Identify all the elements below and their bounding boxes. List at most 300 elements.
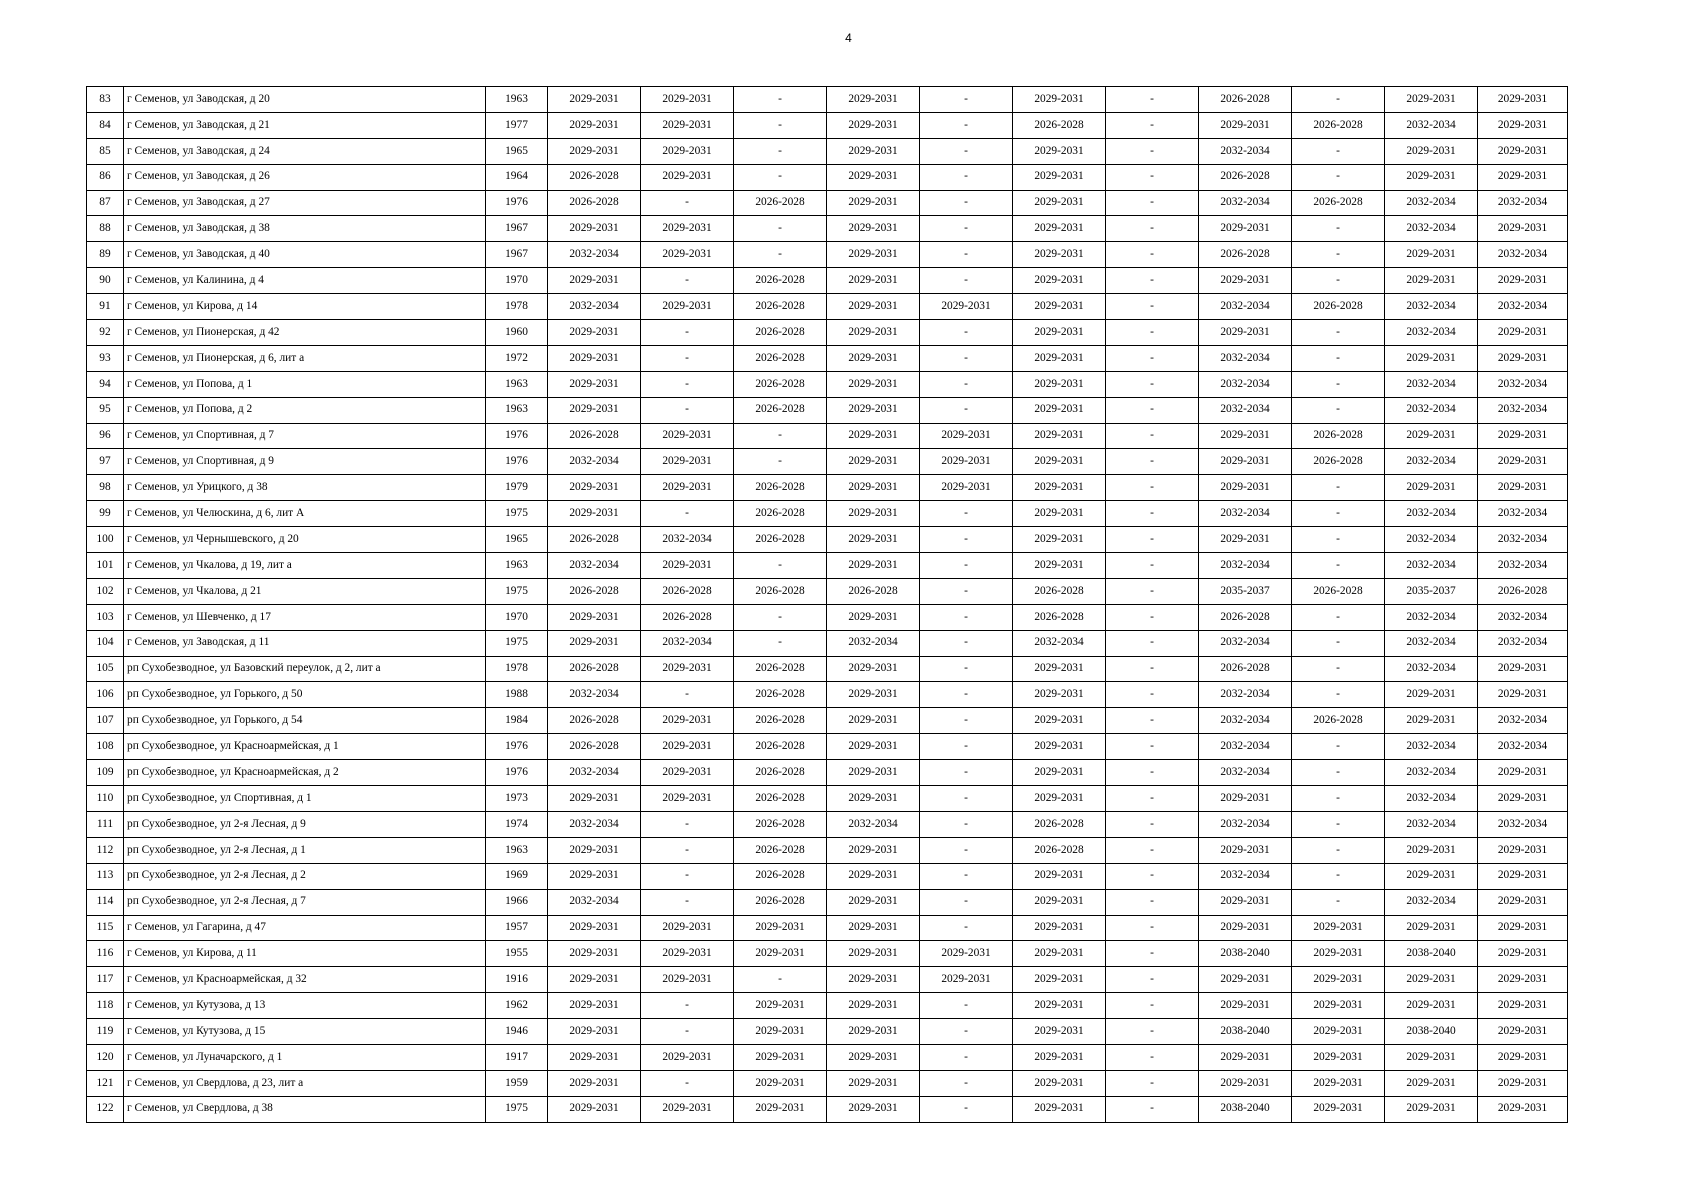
- period-cell-6: 2029-2031: [1013, 268, 1106, 294]
- row-number-cell: 89: [87, 242, 124, 268]
- address-cell: г Семенов, ул Кирова, д 11: [124, 941, 486, 967]
- year-cell: 1965: [486, 138, 548, 164]
- period-cell-8: 2032-2034: [1199, 553, 1292, 579]
- period-cell-11: 2029-2031: [1478, 1044, 1568, 1070]
- period-cell-5: 2029-2031: [920, 294, 1013, 320]
- period-cell-6: 2029-2031: [1013, 1070, 1106, 1096]
- period-cell-5: -: [920, 1019, 1013, 1045]
- period-cell-10: 2032-2034: [1385, 294, 1478, 320]
- period-cell-5: -: [920, 1070, 1013, 1096]
- address-cell: г Семенов, ул Попова, д 2: [124, 397, 486, 423]
- period-cell-1: 2032-2034: [548, 553, 641, 579]
- period-cell-8: 2029-2031: [1199, 1044, 1292, 1070]
- row-number-cell: 85: [87, 138, 124, 164]
- period-cell-8: 2029-2031: [1199, 320, 1292, 346]
- table-row: [87, 604, 1568, 630]
- period-cell-6: 2029-2031: [1013, 786, 1106, 812]
- period-cell-2: -: [641, 371, 734, 397]
- period-cell-3: 2029-2031: [734, 1096, 827, 1122]
- period-cell-4: 2029-2031: [827, 216, 920, 242]
- period-cell-7: -: [1106, 87, 1199, 113]
- period-cell-3: -: [734, 604, 827, 630]
- period-cell-3: 2029-2031: [734, 1019, 827, 1045]
- period-cell-11: 2029-2031: [1478, 345, 1568, 371]
- period-cell-9: -: [1292, 889, 1385, 915]
- row-number-cell: 95: [87, 397, 124, 423]
- period-cell-1: 2026-2028: [548, 708, 641, 734]
- period-cell-6: 2029-2031: [1013, 320, 1106, 346]
- period-cell-2: 2029-2031: [641, 242, 734, 268]
- period-cell-8: 2029-2031: [1199, 449, 1292, 475]
- period-cell-2: -: [641, 837, 734, 863]
- row-number-cell: 108: [87, 734, 124, 760]
- period-cell-5: -: [920, 138, 1013, 164]
- period-cell-4: 2029-2031: [827, 397, 920, 423]
- period-cell-9: 2026-2028: [1292, 708, 1385, 734]
- period-cell-5: -: [920, 242, 1013, 268]
- table-row: [87, 87, 1568, 113]
- period-cell-8: 2026-2028: [1199, 656, 1292, 682]
- period-cell-6: 2029-2031: [1013, 1096, 1106, 1122]
- period-cell-9: -: [1292, 527, 1385, 553]
- table-row: [87, 811, 1568, 837]
- period-cell-8: 2029-2031: [1199, 837, 1292, 863]
- period-cell-10: 2032-2034: [1385, 889, 1478, 915]
- period-cell-2: 2029-2031: [641, 915, 734, 941]
- period-cell-3: 2026-2028: [734, 734, 827, 760]
- period-cell-4: 2029-2031: [827, 371, 920, 397]
- period-cell-1: 2029-2031: [548, 87, 641, 113]
- period-cell-3: -: [734, 967, 827, 993]
- period-cell-11: 2032-2034: [1478, 708, 1568, 734]
- period-cell-6: 2026-2028: [1013, 604, 1106, 630]
- period-cell-5: 2029-2031: [920, 423, 1013, 449]
- period-cell-8: 2032-2034: [1199, 630, 1292, 656]
- address-cell: г Семенов, ул Чернышевского, д 20: [124, 527, 486, 553]
- period-cell-11: 2029-2031: [1478, 656, 1568, 682]
- period-cell-10: 2029-2031: [1385, 837, 1478, 863]
- year-cell: 1978: [486, 656, 548, 682]
- period-cell-10: 2032-2034: [1385, 397, 1478, 423]
- period-cell-6: 2029-2031: [1013, 967, 1106, 993]
- period-cell-9: -: [1292, 87, 1385, 113]
- period-cell-5: -: [920, 397, 1013, 423]
- period-cell-6: 2029-2031: [1013, 475, 1106, 501]
- period-cell-2: -: [641, 397, 734, 423]
- period-cell-4: 2029-2031: [827, 112, 920, 138]
- period-cell-9: -: [1292, 320, 1385, 346]
- period-cell-2: 2029-2031: [641, 967, 734, 993]
- period-cell-1: 2026-2028: [548, 578, 641, 604]
- period-cell-6: 2029-2031: [1013, 242, 1106, 268]
- table-row: [87, 501, 1568, 527]
- period-cell-1: 2029-2031: [548, 1044, 641, 1070]
- period-cell-9: 2029-2031: [1292, 1070, 1385, 1096]
- period-cell-11: 2029-2031: [1478, 682, 1568, 708]
- period-cell-8: 2026-2028: [1199, 164, 1292, 190]
- table-row: [87, 1019, 1568, 1045]
- period-cell-5: -: [920, 811, 1013, 837]
- year-cell: 1975: [486, 501, 548, 527]
- period-cell-4: 2029-2031: [827, 604, 920, 630]
- year-cell: 1975: [486, 578, 548, 604]
- period-cell-2: -: [641, 345, 734, 371]
- row-number-cell: 103: [87, 604, 124, 630]
- period-cell-4: 2029-2031: [827, 449, 920, 475]
- period-cell-3: -: [734, 87, 827, 113]
- year-cell: 1955: [486, 941, 548, 967]
- year-cell: 1966: [486, 889, 548, 915]
- period-cell-11: 2032-2034: [1478, 811, 1568, 837]
- period-cell-8: 2029-2031: [1199, 1070, 1292, 1096]
- period-cell-4: 2029-2031: [827, 320, 920, 346]
- row-number-cell: 92: [87, 320, 124, 346]
- period-cell-2: -: [641, 863, 734, 889]
- year-cell: 1917: [486, 1044, 548, 1070]
- period-cell-3: 2026-2028: [734, 786, 827, 812]
- year-cell: 1963: [486, 553, 548, 579]
- period-cell-5: -: [920, 268, 1013, 294]
- period-cell-1: 2029-2031: [548, 268, 641, 294]
- table-row: [87, 993, 1568, 1019]
- period-cell-5: -: [920, 604, 1013, 630]
- table-row: [87, 889, 1568, 915]
- period-cell-8: 2029-2031: [1199, 216, 1292, 242]
- address-cell: г Семенов, ул Гагарина, д 47: [124, 915, 486, 941]
- period-cell-3: 2026-2028: [734, 397, 827, 423]
- period-cell-10: 2032-2034: [1385, 527, 1478, 553]
- period-cell-8: 2029-2031: [1199, 915, 1292, 941]
- period-cell-10: 2029-2031: [1385, 242, 1478, 268]
- period-cell-10: 2029-2031: [1385, 708, 1478, 734]
- period-cell-8: 2029-2031: [1199, 967, 1292, 993]
- year-cell: 1957: [486, 915, 548, 941]
- address-cell: г Семенов, ул Спортивная, д 9: [124, 449, 486, 475]
- period-cell-7: -: [1106, 786, 1199, 812]
- address-cell: г Семенов, ул Заводская, д 38: [124, 216, 486, 242]
- period-cell-10: 2032-2034: [1385, 190, 1478, 216]
- period-cell-5: -: [920, 164, 1013, 190]
- period-cell-6: 2032-2034: [1013, 630, 1106, 656]
- period-cell-10: 2029-2031: [1385, 138, 1478, 164]
- table-row: [87, 449, 1568, 475]
- period-cell-6: 2029-2031: [1013, 371, 1106, 397]
- table-row: [87, 345, 1568, 371]
- period-cell-8: 2029-2031: [1199, 423, 1292, 449]
- row-number-cell: 111: [87, 811, 124, 837]
- year-cell: 1970: [486, 604, 548, 630]
- period-cell-1: 2029-2031: [548, 863, 641, 889]
- row-number-cell: 107: [87, 708, 124, 734]
- table-row: [87, 1070, 1568, 1096]
- period-cell-3: 2026-2028: [734, 682, 827, 708]
- period-cell-10: 2029-2031: [1385, 967, 1478, 993]
- period-cell-6: 2026-2028: [1013, 112, 1106, 138]
- row-number-cell: 118: [87, 993, 124, 1019]
- period-cell-8: 2032-2034: [1199, 138, 1292, 164]
- period-cell-2: 2029-2031: [641, 786, 734, 812]
- year-cell: 1964: [486, 164, 548, 190]
- period-cell-4: 2029-2031: [827, 87, 920, 113]
- period-cell-8: 2032-2034: [1199, 371, 1292, 397]
- period-cell-2: 2029-2031: [641, 475, 734, 501]
- row-number-cell: 88: [87, 216, 124, 242]
- period-cell-9: 2029-2031: [1292, 1019, 1385, 1045]
- period-cell-7: -: [1106, 811, 1199, 837]
- period-cell-7: -: [1106, 138, 1199, 164]
- period-cell-5: -: [920, 708, 1013, 734]
- period-cell-6: 2029-2031: [1013, 863, 1106, 889]
- period-cell-7: -: [1106, 112, 1199, 138]
- period-cell-8: 2029-2031: [1199, 993, 1292, 1019]
- period-cell-9: -: [1292, 604, 1385, 630]
- period-cell-10: 2032-2034: [1385, 449, 1478, 475]
- table-row: [87, 164, 1568, 190]
- table-row: [87, 1096, 1568, 1122]
- period-cell-7: -: [1106, 760, 1199, 786]
- period-cell-5: -: [920, 630, 1013, 656]
- period-cell-1: 2029-2031: [548, 112, 641, 138]
- period-cell-8: 2029-2031: [1199, 268, 1292, 294]
- period-cell-2: 2029-2031: [641, 112, 734, 138]
- address-cell: рп Сухобезводное, ул 2-я Лесная, д 9: [124, 811, 486, 837]
- period-cell-1: 2029-2031: [548, 604, 641, 630]
- period-cell-7: -: [1106, 190, 1199, 216]
- period-cell-5: -: [920, 993, 1013, 1019]
- table-row: [87, 915, 1568, 941]
- period-cell-4: 2029-2031: [827, 164, 920, 190]
- period-cell-8: 2035-2037: [1199, 578, 1292, 604]
- period-cell-10: 2029-2031: [1385, 475, 1478, 501]
- table-row: [87, 294, 1568, 320]
- period-cell-1: 2032-2034: [548, 242, 641, 268]
- period-cell-4: 2032-2034: [827, 630, 920, 656]
- period-cell-6: 2029-2031: [1013, 915, 1106, 941]
- period-cell-4: 2032-2034: [827, 811, 920, 837]
- period-cell-9: -: [1292, 345, 1385, 371]
- period-cell-11: 2029-2031: [1478, 1019, 1568, 1045]
- period-cell-3: 2029-2031: [734, 1044, 827, 1070]
- year-cell: 1946: [486, 1019, 548, 1045]
- period-cell-8: 2032-2034: [1199, 863, 1292, 889]
- address-cell: г Семенов, ул Урицкого, д 38: [124, 475, 486, 501]
- address-cell: г Семенов, ул Заводская, д 24: [124, 138, 486, 164]
- period-cell-9: -: [1292, 164, 1385, 190]
- period-cell-11: 2029-2031: [1478, 268, 1568, 294]
- period-cell-7: -: [1106, 242, 1199, 268]
- period-cell-4: 2029-2031: [827, 138, 920, 164]
- period-cell-2: 2032-2034: [641, 630, 734, 656]
- address-cell: рп Сухобезводное, ул Горького, д 50: [124, 682, 486, 708]
- period-cell-2: -: [641, 811, 734, 837]
- period-cell-5: 2029-2031: [920, 475, 1013, 501]
- period-cell-11: 2029-2031: [1478, 1096, 1568, 1122]
- table-body: [87, 87, 1568, 1123]
- period-cell-11: 2032-2034: [1478, 190, 1568, 216]
- period-cell-2: 2029-2031: [641, 734, 734, 760]
- period-cell-10: 2032-2034: [1385, 734, 1478, 760]
- address-cell: г Семенов, ул Пионерская, д 42: [124, 320, 486, 346]
- period-cell-10: 2029-2031: [1385, 164, 1478, 190]
- period-cell-1: 2032-2034: [548, 294, 641, 320]
- period-cell-5: 2029-2031: [920, 449, 1013, 475]
- year-cell: 1973: [486, 786, 548, 812]
- year-cell: 1962: [486, 993, 548, 1019]
- address-cell: г Семенов, ул Кирова, д 14: [124, 294, 486, 320]
- year-cell: 1967: [486, 242, 548, 268]
- period-cell-1: 2026-2028: [548, 527, 641, 553]
- table-row: [87, 786, 1568, 812]
- period-cell-1: 2029-2031: [548, 216, 641, 242]
- period-cell-11: 2032-2034: [1478, 371, 1568, 397]
- period-cell-2: 2029-2031: [641, 656, 734, 682]
- period-cell-2: 2029-2031: [641, 138, 734, 164]
- period-cell-9: 2026-2028: [1292, 190, 1385, 216]
- table-row: [87, 967, 1568, 993]
- period-cell-10: 2029-2031: [1385, 87, 1478, 113]
- table-row: [87, 1044, 1568, 1070]
- period-cell-5: -: [920, 501, 1013, 527]
- period-cell-1: 2029-2031: [548, 501, 641, 527]
- period-cell-9: 2029-2031: [1292, 1044, 1385, 1070]
- period-cell-3: 2026-2028: [734, 811, 827, 837]
- period-cell-7: -: [1106, 656, 1199, 682]
- period-cell-2: -: [641, 993, 734, 1019]
- period-cell-4: 2029-2031: [827, 553, 920, 579]
- table-row: [87, 941, 1568, 967]
- row-number-cell: 109: [87, 760, 124, 786]
- period-cell-7: -: [1106, 320, 1199, 346]
- period-cell-8: 2029-2031: [1199, 527, 1292, 553]
- period-cell-10: 2032-2034: [1385, 112, 1478, 138]
- period-cell-2: 2029-2031: [641, 87, 734, 113]
- address-cell: г Семенов, ул Калинина, д 4: [124, 268, 486, 294]
- period-cell-9: 2026-2028: [1292, 423, 1385, 449]
- year-cell: 1976: [486, 423, 548, 449]
- year-cell: 1972: [486, 345, 548, 371]
- period-cell-9: 2026-2028: [1292, 294, 1385, 320]
- period-cell-7: -: [1106, 294, 1199, 320]
- period-cell-9: 2029-2031: [1292, 1096, 1385, 1122]
- address-cell: г Семенов, ул Шевченко, д 17: [124, 604, 486, 630]
- period-cell-6: 2029-2031: [1013, 682, 1106, 708]
- period-cell-6: 2029-2031: [1013, 423, 1106, 449]
- period-cell-10: 2029-2031: [1385, 268, 1478, 294]
- row-number-cell: 120: [87, 1044, 124, 1070]
- address-cell: рп Сухобезводное, ул 2-я Лесная, д 2: [124, 863, 486, 889]
- period-cell-11: 2029-2031: [1478, 941, 1568, 967]
- period-cell-10: 2032-2034: [1385, 501, 1478, 527]
- period-cell-3: -: [734, 423, 827, 449]
- address-cell: рп Сухобезводное, ул 2-я Лесная, д 7: [124, 889, 486, 915]
- period-cell-3: 2026-2028: [734, 190, 827, 216]
- period-cell-5: -: [920, 216, 1013, 242]
- address-cell: г Семенов, ул Чкалова, д 19, лит а: [124, 553, 486, 579]
- period-cell-11: 2029-2031: [1478, 993, 1568, 1019]
- table-row: [87, 268, 1568, 294]
- table-row: [87, 682, 1568, 708]
- period-cell-10: 2032-2034: [1385, 553, 1478, 579]
- period-cell-1: 2029-2031: [548, 1070, 641, 1096]
- period-cell-3: 2026-2028: [734, 371, 827, 397]
- table-row: [87, 423, 1568, 449]
- period-cell-10: 2035-2037: [1385, 578, 1478, 604]
- period-cell-4: 2029-2031: [827, 837, 920, 863]
- year-cell: 1979: [486, 475, 548, 501]
- period-cell-4: 2029-2031: [827, 1044, 920, 1070]
- period-cell-10: 2032-2034: [1385, 786, 1478, 812]
- period-cell-7: -: [1106, 1019, 1199, 1045]
- period-cell-7: -: [1106, 423, 1199, 449]
- period-cell-11: 2032-2034: [1478, 294, 1568, 320]
- period-cell-7: -: [1106, 682, 1199, 708]
- period-cell-7: -: [1106, 475, 1199, 501]
- year-cell: 1916: [486, 967, 548, 993]
- period-cell-11: 2032-2034: [1478, 734, 1568, 760]
- address-cell: рп Сухобезводное, ул 2-я Лесная, д 1: [124, 837, 486, 863]
- period-cell-10: 2029-2031: [1385, 915, 1478, 941]
- period-cell-9: 2029-2031: [1292, 941, 1385, 967]
- period-cell-3: 2029-2031: [734, 941, 827, 967]
- period-cell-1: 2026-2028: [548, 656, 641, 682]
- period-cell-5: -: [920, 1096, 1013, 1122]
- table-row: [87, 708, 1568, 734]
- address-cell: г Семенов, ул Кутузова, д 15: [124, 1019, 486, 1045]
- period-cell-1: 2029-2031: [548, 630, 641, 656]
- period-cell-3: 2026-2028: [734, 863, 827, 889]
- period-cell-11: 2029-2031: [1478, 138, 1568, 164]
- period-cell-7: -: [1106, 630, 1199, 656]
- row-number-cell: 100: [87, 527, 124, 553]
- period-cell-11: 2029-2031: [1478, 1070, 1568, 1096]
- period-cell-10: 2029-2031: [1385, 1044, 1478, 1070]
- period-cell-10: 2032-2034: [1385, 216, 1478, 242]
- period-cell-2: -: [641, 1019, 734, 1045]
- period-cell-7: -: [1106, 734, 1199, 760]
- row-number-cell: 115: [87, 915, 124, 941]
- table-row: [87, 630, 1568, 656]
- period-cell-2: -: [641, 320, 734, 346]
- period-cell-7: -: [1106, 449, 1199, 475]
- period-cell-1: 2029-2031: [548, 967, 641, 993]
- period-cell-11: 2032-2034: [1478, 242, 1568, 268]
- year-cell: 1969: [486, 863, 548, 889]
- table-row: [87, 320, 1568, 346]
- year-cell: 1960: [486, 320, 548, 346]
- year-cell: 1976: [486, 760, 548, 786]
- period-cell-10: 2029-2031: [1385, 1096, 1478, 1122]
- period-cell-7: -: [1106, 268, 1199, 294]
- address-cell: г Семенов, ул Пионерская, д 6, лит а: [124, 345, 486, 371]
- period-cell-9: 2029-2031: [1292, 993, 1385, 1019]
- address-cell: г Семенов, ул Заводская, д 40: [124, 242, 486, 268]
- period-cell-10: 2038-2040: [1385, 941, 1478, 967]
- period-cell-10: 2032-2034: [1385, 604, 1478, 630]
- period-cell-3: 2026-2028: [734, 656, 827, 682]
- period-cell-1: 2029-2031: [548, 475, 641, 501]
- period-cell-11: 2029-2031: [1478, 863, 1568, 889]
- period-cell-4: 2029-2031: [827, 760, 920, 786]
- period-cell-5: -: [920, 682, 1013, 708]
- period-cell-1: 2029-2031: [548, 993, 641, 1019]
- period-cell-7: -: [1106, 216, 1199, 242]
- address-cell: г Семенов, ул Заводская, д 21: [124, 112, 486, 138]
- year-cell: 1963: [486, 837, 548, 863]
- period-cell-7: -: [1106, 371, 1199, 397]
- period-cell-11: 2029-2031: [1478, 423, 1568, 449]
- period-cell-3: 2026-2028: [734, 889, 827, 915]
- period-cell-9: -: [1292, 138, 1385, 164]
